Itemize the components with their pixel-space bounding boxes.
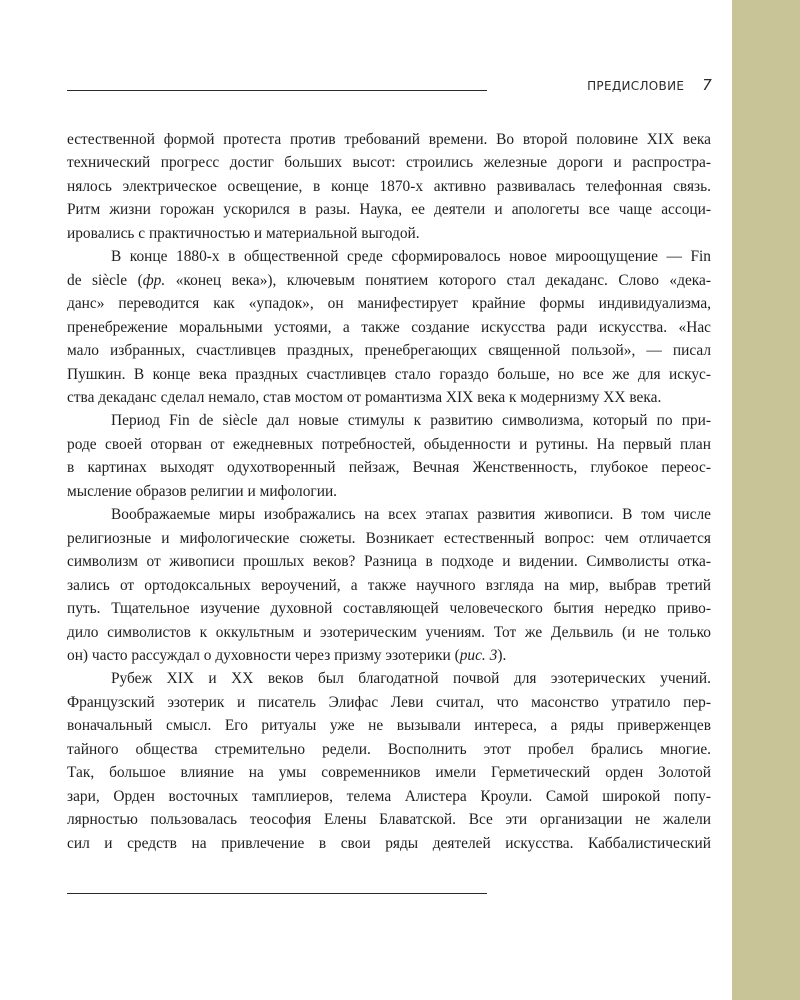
abbreviation-french: фр.: [142, 271, 166, 289]
text-line: роде своей оторван от ежедневных потребностей, обыденности и рутины. На первый план: [67, 435, 711, 453]
text-line: воначальный смысл. Его ритуалы уже не вызывали интереса, а ряды приверженцев: [67, 717, 711, 735]
figure-reference: рис. 3: [459, 646, 498, 664]
text-line: Пушкин. В конце века праздных счастливцев стало гораздо больше, но все же для искус-: [67, 365, 711, 383]
text-span: он) часто рассуждал о духовности через призму эзотерики (: [67, 646, 460, 664]
text-line: Период Fin de siècle дал новые стимулы к развитию символизма, который по при-: [111, 412, 711, 430]
text-line: [67, 269, 711, 292]
text-line: лярностью пользовалась теософия Елены Блаватской. Все эти организации не жалели: [67, 811, 711, 829]
header-rule: [67, 90, 487, 91]
text-line: ства декаданс сделал немало, став мостом от романтизма XIX века к модернизму XX века.: [67, 388, 662, 406]
text-line: ировались с практичностью и материальной выгодой.: [67, 224, 420, 242]
text-line: естественной формой протеста против требований времени. Во второй половине XIX века: [67, 131, 711, 148]
text-line: Французский эзотерик и писатель Элифас Леви считал, что масонство утратило пер-: [67, 693, 711, 711]
section-title: ПРЕДИСЛОВИЕ: [587, 79, 685, 93]
text-line: В конце 1880-х в общественной среде сформировалось новое мироощущение — Fin: [111, 248, 711, 266]
text-line: [67, 644, 711, 667]
running-head: [560, 76, 712, 94]
text-line: зались от ортодоксальных вероучений, а также научного взгляда на мир, выбрав третий: [67, 576, 711, 594]
text-line: мысление образов религии и мифологии.: [67, 482, 338, 500]
text-line: символизм от живописи прошлых веков? Разница в подходе и видении. Символисты отка-: [67, 553, 711, 571]
body-text: [67, 128, 711, 855]
text-line: тайного общества стремительно редели. Восполнить этот пробел брались многие.: [67, 740, 711, 758]
text-line: зари, Орден восточных тамплиеров, телема Алистера Кроули. Самой широкой попу-: [67, 787, 711, 805]
text-span: «конец века»), ключевым понятием которого стал декаданс. Слово «дека-: [165, 271, 711, 289]
text-line: Воображаемые миры изображались на всех этапах развития живописи. В том числе: [111, 506, 711, 524]
text-line: Рубеж XIX и XX веков был благодатной почвой для эзотерических учений.: [111, 670, 711, 688]
text-line: пренебрежение моральными устоями, а также создание искусства ради искусства. «Нас: [67, 318, 711, 336]
side-color-band: [732, 0, 800, 1000]
text-span: de siècle (: [67, 271, 143, 289]
text-line: Ритм жизни горожан ускорился в разы. Наука, ее деятели и апологеты все чаще ассоци-: [67, 201, 711, 219]
text-line: Так, большое влияние на умы современников имели Герметический орден Золотой: [67, 764, 711, 782]
text-line: мало избранных, счастливцев праздных, пренебрегающих священной пользой», — писал: [67, 342, 711, 360]
text-line: религиозные и мифологические сюжеты. Возникает естественный вопрос: чем отличается: [67, 529, 711, 547]
text-line: сил и средств на привлечение в свои ряды деятелей искусства. Каббалистический: [67, 834, 711, 852]
page-number: 7: [702, 76, 712, 94]
footer-rule: [67, 893, 487, 894]
text-line: в картинах выходят одухотворенный пейзаж, Вечная Женственность, глубокое переос-: [67, 459, 711, 477]
text-span: ).: [497, 646, 507, 664]
text-line: путь. Тщательное изучение духовной составляющей человеческого бытия нередко приво-: [67, 600, 711, 618]
text-line: дило символистов к оккультным и эзотерическим учениям. Тот же Дельвиль (и не только: [67, 623, 711, 641]
text-line: нялось электрическое освещение, в конце 1870-х активно развивалась телефонная связь.: [67, 177, 711, 195]
text-line: данс» переводится как «упадок», он манифестирует крайние формы индивидуализма,: [67, 295, 711, 313]
text-line: технический прогресс достиг больших высот: строились железные дороги и распростра-: [67, 154, 711, 172]
